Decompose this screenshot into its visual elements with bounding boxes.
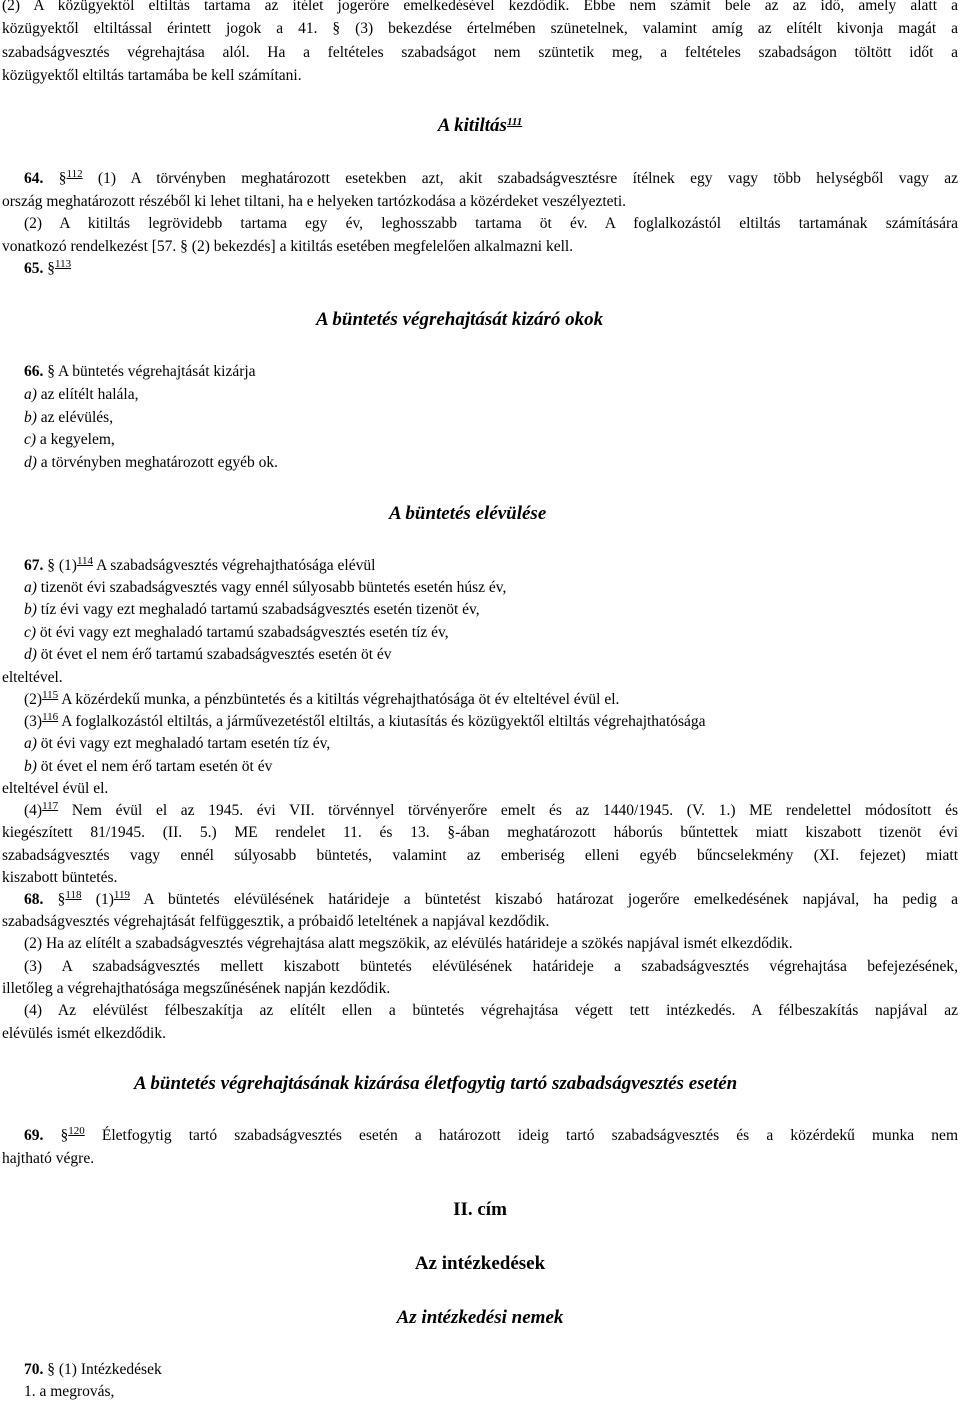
line-text: közügyektől eltiltással érintett jogok a 41. § (3) bekezdése értelmében szünetelnek, valamint amíg az elítélt kivonja magát a	[2, 20, 958, 37]
line-text: (2) Ha az elítélt a szabadságvesztés végrehajtása alatt megszökik, az elévülés határideje a szökés napjával ismét elkezdődik.	[24, 935, 793, 952]
line-text: § A büntetés végrehajtását kizárja	[43, 363, 256, 380]
line-text: A kitiltás	[437, 115, 507, 136]
list-letter: a)	[24, 579, 37, 596]
section-heading	[0, 1307, 960, 1329]
text-line	[24, 599, 480, 621]
line-text: A foglalkozástól eltiltás, a járművezetéstől eltiltás, a kiutasítás és közügyektől eltiltás végrehajthatósága	[58, 713, 706, 730]
text-line	[24, 577, 506, 599]
line-text: öt évet el nem érő tartamú szabadságvesztés esetén öt év	[36, 646, 392, 663]
line-text: A büntetés végrehajtását kizáró okok	[316, 309, 604, 330]
text-line	[24, 407, 113, 429]
text-line	[24, 622, 449, 644]
text-line	[2, 867, 117, 889]
footnote-ref: 111	[506, 116, 523, 128]
line-text: Az intézkedési nemek	[396, 1307, 564, 1328]
text-line	[24, 644, 392, 666]
line-text: vonatkozó rendelkezést [57. § (2) bekezdés] a kitiltás esetében megfelelően alkalmazni kell.	[2, 238, 574, 255]
line-text: (2) A kitiltás legrövidebb tartama egy év, leghosszabb tartama öt év. A foglalkozástól eltiltás tartamának számítására	[24, 215, 958, 232]
line-text: kiegészített 81/1945. (II. 5.) ME rendelet 11. és 13. §-ában meghatározott háborús bűntettek miatt kiszabott tizenöt évi	[2, 824, 958, 841]
list-letter: d)	[24, 454, 37, 471]
line-text: A közérdekű munka, a pénzbüntetés és a kitiltás végrehajthatósága öt év elteltével évül el.	[58, 691, 620, 708]
list-letter: b)	[24, 758, 37, 775]
line-text: a törvényben meghatározott egyéb ok.	[36, 454, 278, 471]
line-text: (3)	[24, 713, 43, 730]
text-line	[2, 822, 958, 844]
line-text: (1)	[81, 891, 114, 908]
list-letter: b)	[24, 601, 37, 618]
footnote-ref: 114	[76, 555, 94, 567]
line-text: hajtható végre.	[2, 1150, 95, 1167]
line-text: §	[43, 260, 55, 277]
list-letter: d)	[24, 646, 37, 663]
footnote-ref: 120	[68, 1125, 85, 1137]
line-text: kiszabott büntetés.	[2, 869, 118, 886]
text-line	[24, 1359, 162, 1381]
line-text: (4) Az elévülést félbeszakítja az elítélt ellen a büntetés végrehajtása végett tett intézkedés. A félbeszakítás napjával az	[24, 1002, 958, 1019]
line-text: A büntetés elévülésének határideje a büntetést kiszabó határozat jogerőre emelkedésének napjával, ha pedig a	[129, 891, 958, 908]
section-heading	[134, 1073, 737, 1095]
text-line	[2, 845, 958, 867]
text-line	[2, 911, 549, 933]
footnote-ref: 118	[65, 889, 82, 901]
line-text: (3) A szabadságvesztés mellett kiszabott büntetés elévülésének határideje a szabadságvesztés végrehajtása befejezésének,	[24, 958, 958, 975]
line-text: Az intézkedések	[414, 1253, 546, 1274]
text-line	[24, 733, 330, 755]
list-letter: c)	[24, 624, 37, 641]
line-text: a kegyelem,	[36, 431, 115, 448]
line-text: szabadságvesztés végrehajtása alól. Ha a feltételes szabadságot nem szüntetik meg, a feltételes szabadságon töltött időt a	[2, 44, 958, 61]
section-heading	[0, 1253, 960, 1275]
text-line	[2, 978, 390, 1000]
footnote-ref: 119	[113, 889, 130, 901]
footnote-ref: 113	[55, 258, 72, 270]
list-letter: b)	[24, 409, 37, 426]
line-text: elteltével.	[2, 669, 63, 686]
line-text: A büntetés végrehajtásának kizárása életfogytig tartó szabadságvesztés esetén	[134, 1073, 738, 1094]
text-line	[2, 42, 958, 64]
text-line	[2, 168, 958, 190]
text-line	[24, 711, 706, 733]
line-text: öt évi vagy ezt meghaladó tartam esetén tíz év,	[36, 735, 331, 752]
section-heading	[0, 115, 960, 137]
line-text: A büntetés elévülése	[389, 503, 547, 524]
paragraph-number: 68.	[24, 891, 44, 908]
footnote-ref: 115	[42, 689, 59, 701]
line-text: Nem évül el az 1945. évi VII. törvénnyel törvényerőre emelt és az 1440/1945. (V. 1.) ME rendelettel módosított és	[58, 802, 958, 819]
line-text: §	[43, 170, 67, 187]
line-text: szabadságvesztés vagy ennél súlyosabb büntetés, valamint az emberiség elleni egyéb bűncselekmény (XI. fejezet) miatt	[2, 847, 958, 864]
text-line	[2, 1000, 958, 1022]
line-text: öt évet el nem érő tartam esetén öt év	[36, 758, 273, 775]
line-text: Életfogytig tartó szabadságvesztés esetén a határozott ideig tartó szabadságvesztés és a közérdekű munka nem	[84, 1127, 958, 1144]
text-line	[2, 667, 63, 689]
line-text: elteltével évül el.	[2, 780, 109, 797]
text-line	[24, 361, 256, 383]
text-line	[24, 384, 138, 406]
line-text: §	[43, 891, 66, 908]
paragraph-number: 66.	[24, 363, 44, 380]
line-text: elévülés ismét elkezdődik.	[2, 1025, 166, 1042]
line-text: (2) A közügyektől eltiltás tartama az ítélet jogerőre emelkedésével kezdődik. Ebbe nem számít bele az az idő, amely alatt a	[2, 0, 958, 14]
section-heading	[316, 309, 603, 331]
paragraph-number: 64.	[24, 170, 44, 187]
text-line	[2, 956, 958, 978]
line-text: (4)	[24, 802, 43, 819]
line-text: szabadságvesztés végrehajtását felfüggesztik, a próbaidő leteltének a napjával kezdődik.	[2, 913, 550, 930]
footnote-ref: 112	[66, 168, 83, 180]
list-letter: a)	[24, 735, 37, 752]
text-line	[2, 236, 573, 258]
text-line	[2, 191, 626, 213]
line-text: § (1) Intézkedések	[43, 1361, 162, 1378]
paragraph-number: 70.	[24, 1361, 44, 1378]
text-line	[2, 1023, 166, 1045]
line-text: ország meghatározott részéből ki lehet tiltani, ha e helyeken tartózkodása a közérdeket veszélyezteti.	[2, 193, 627, 210]
line-text: (2)	[24, 691, 43, 708]
line-text: illetőleg a végrehajthatósága megszűnésének napján kezdődik.	[2, 980, 391, 997]
line-text: öt évi vagy ezt meghaladó tartamú szabadságvesztés esetén tíz év,	[36, 624, 449, 641]
line-text: tizenöt évi szabadságvesztés vagy ennél súlyosabb büntetés esetén húsz év,	[36, 579, 507, 596]
text-line	[24, 555, 375, 577]
line-text: §	[43, 1127, 69, 1144]
paragraph-number: 65.	[24, 260, 44, 277]
list-letter: a)	[24, 386, 37, 403]
section-heading	[389, 503, 546, 525]
list-letter: c)	[24, 431, 37, 448]
text-line	[24, 689, 619, 711]
line-text: 1. a megrovás,	[24, 1383, 115, 1400]
text-line	[2, 1148, 94, 1170]
footnote-ref: 116	[42, 711, 59, 723]
text-line	[2, 800, 958, 822]
text-line	[2, 889, 958, 911]
text-line	[24, 258, 71, 280]
text-line	[2, 1125, 958, 1147]
footnote-ref: 117	[42, 800, 59, 812]
line-text: az elévülés,	[36, 409, 114, 426]
line-text: § (1)	[43, 557, 77, 574]
section-heading	[0, 1199, 960, 1221]
line-text: az elítélt halála,	[36, 386, 139, 403]
text-line	[24, 452, 278, 474]
text-line	[2, 213, 958, 235]
line-text: (1) A törvényben meghatározott esetekben azt, akit szabadságvesztésre ítélnek egy vagy több helységből vagy az	[82, 170, 959, 187]
line-text: tíz évi vagy ezt meghaladó tartamú szabadságvesztés esetén tizenöt év,	[36, 601, 480, 618]
text-line	[2, 65, 302, 87]
line-text: közügyektől eltiltás tartamába be kell számítani.	[2, 67, 302, 84]
text-line	[2, 0, 958, 17]
text-line	[2, 778, 108, 800]
text-line	[24, 429, 115, 451]
line-text: A szabadságvesztés végrehajthatósága elévül	[93, 557, 376, 574]
text-line	[24, 933, 793, 955]
text-line	[24, 756, 272, 778]
line-text: II. cím	[453, 1199, 507, 1220]
text-line	[2, 18, 958, 40]
text-line	[24, 1381, 114, 1403]
paragraph-number: 69.	[24, 1127, 44, 1144]
paragraph-number: 67.	[24, 557, 44, 574]
